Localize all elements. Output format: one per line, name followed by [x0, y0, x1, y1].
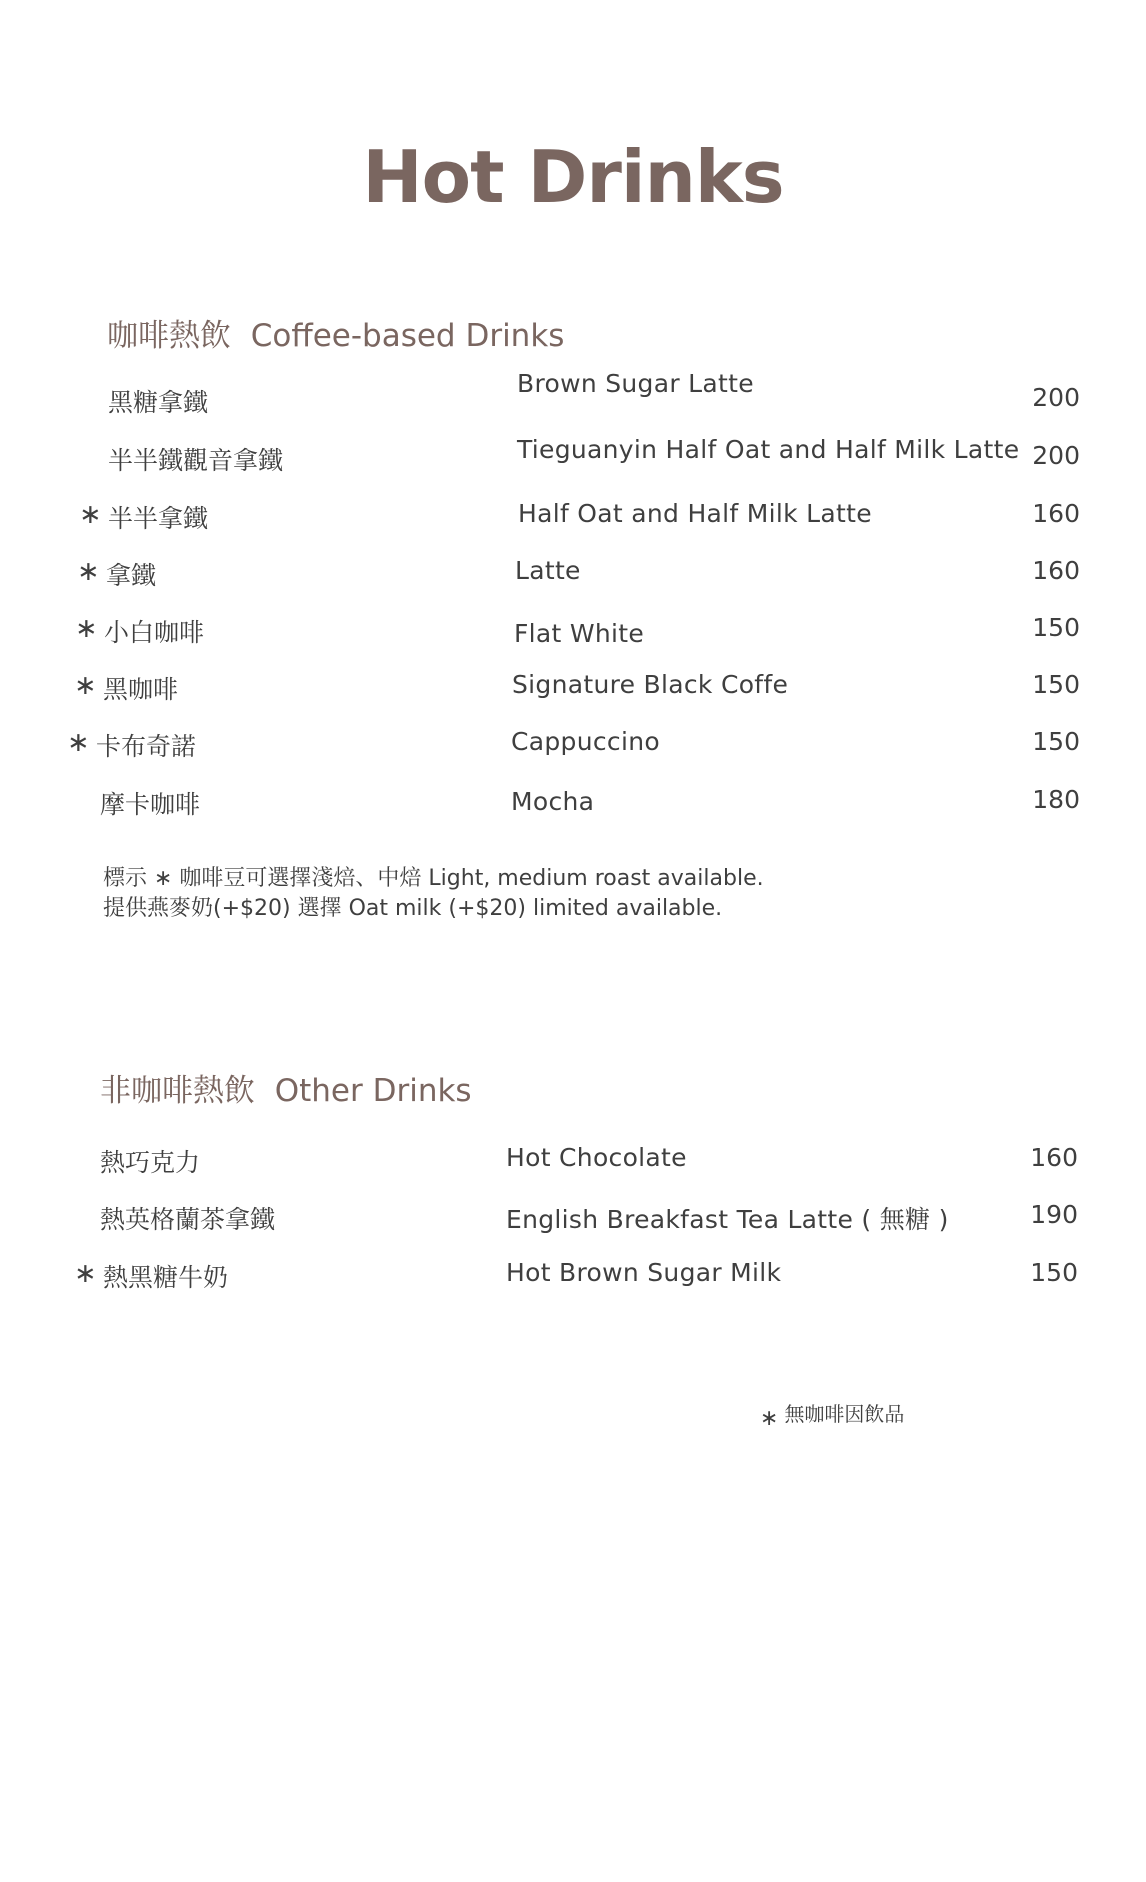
caffeine-free-star-icon: ∗	[75, 613, 98, 644]
item-price: 180	[1032, 785, 1080, 814]
item-name-zh: 卡布奇諾	[96, 732, 197, 761]
page-title: Hot Drinks	[362, 135, 784, 219]
star-icon: ∗	[760, 1406, 779, 1431]
menu-item	[0, 727, 1146, 767]
item-price: 160	[1032, 499, 1080, 528]
menu-item	[0, 1143, 1146, 1183]
item-price: 150	[1032, 727, 1080, 756]
item-name-zh: 黑糖拿鐵	[108, 388, 209, 417]
item-name-en: Hot Brown Sugar Milk	[506, 1258, 782, 1287]
item-name-en: Flat White	[514, 619, 645, 648]
item-name-zh: 熱黑糖牛奶	[103, 1263, 229, 1292]
item-price: 160	[1032, 556, 1080, 585]
item-price: 150	[1032, 670, 1080, 699]
footnote-text: 無咖啡因飲品	[784, 1402, 905, 1426]
section-heading-en: Coffee-based Drinks	[250, 318, 565, 354]
caffeine-free-star-icon: ∗	[77, 556, 100, 587]
caffeine-free-star-icon: ∗	[67, 727, 90, 758]
item-price: 160	[1030, 1143, 1078, 1172]
item-name-en: Half Oat and Half Milk Latte	[518, 499, 872, 528]
item-name-zh: 半半鐵觀音拿鐵	[108, 446, 284, 475]
section-heading-zh: 咖啡熱飲	[107, 318, 231, 354]
item-name-en: Tieguanyin Half Oat and Half Milk Latte	[517, 435, 1020, 464]
menu-item	[0, 785, 1146, 825]
item-name-zh: 熱英格蘭茶拿鐵	[100, 1205, 276, 1234]
item-name-en: English Breakfast Tea Latte ( 無糖 )	[506, 1205, 949, 1234]
item-name-zh: 小白咖啡	[104, 618, 205, 647]
item-name-en: Brown Sugar Latte	[517, 369, 754, 398]
menu-item	[0, 1200, 1146, 1240]
item-name-zh: 拿鐵	[106, 561, 157, 590]
item-price: 190	[1030, 1200, 1078, 1229]
section-heading-en: Other Drinks	[274, 1073, 472, 1109]
oat-milk-note: 提供燕麥奶(+$20) 選擇 Oat milk (+$20) limited available.	[103, 896, 723, 921]
item-price: 150	[1032, 613, 1080, 642]
menu-item	[0, 556, 1146, 596]
section-heading-coffee	[107, 310, 564, 355]
item-price: 150	[1030, 1258, 1078, 1287]
caffeine-free-star-icon: ∗	[74, 1258, 97, 1289]
item-name-zh: 半半拿鐵	[108, 504, 209, 533]
menu-item	[0, 670, 1146, 710]
caffeine-free-star-icon: ∗	[79, 499, 102, 530]
item-name-en: Signature Black Coffe	[512, 670, 789, 699]
menu-item	[0, 1258, 1146, 1298]
item-price: 200	[1032, 383, 1080, 412]
item-name-zh: 黑咖啡	[103, 675, 179, 704]
caffeine-free-star-icon: ∗	[74, 670, 97, 701]
caffeine-free-footnote	[760, 1398, 905, 1431]
menu-item	[0, 613, 1146, 653]
item-name-en: Hot Chocolate	[506, 1143, 687, 1172]
menu-item	[0, 435, 1146, 481]
item-name-en: Mocha	[511, 787, 595, 816]
item-name-en: Latte	[515, 556, 581, 585]
roast-note: 標示 ∗ 咖啡豆可選擇淺焙、中焙 Light, medium roast available.	[103, 866, 764, 891]
section-heading-zh: 非咖啡熱飲	[100, 1073, 255, 1109]
menu-item	[0, 499, 1146, 539]
item-name-en: Cappuccino	[511, 727, 660, 756]
item-price: 200	[1032, 441, 1080, 470]
item-name-zh: 熱巧克力	[100, 1148, 201, 1177]
menu-item	[0, 369, 1146, 423]
section-heading-other	[100, 1065, 472, 1110]
item-name-zh: 摩卡咖啡	[100, 790, 201, 819]
